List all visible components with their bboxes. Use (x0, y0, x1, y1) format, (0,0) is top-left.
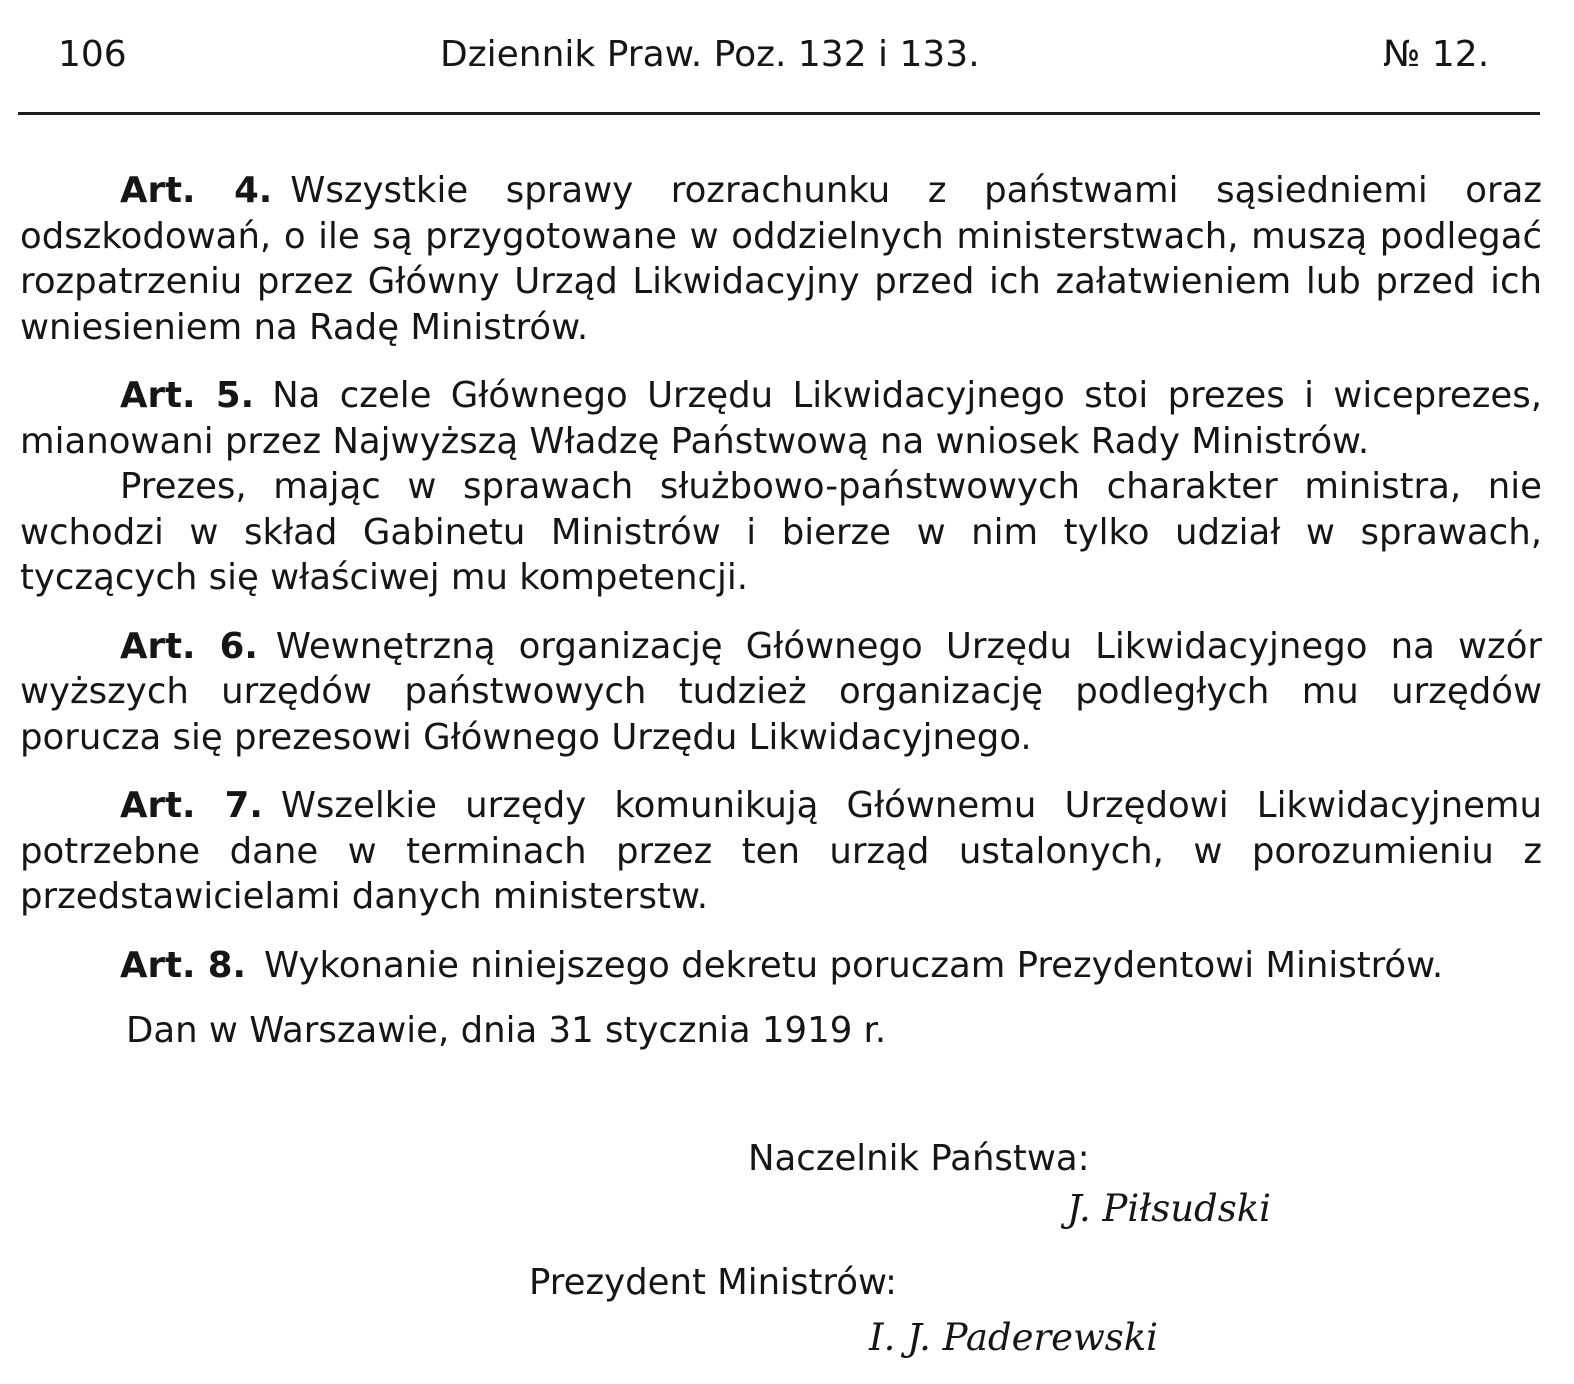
article-6 (20, 624, 1542, 761)
article-5 (20, 373, 1542, 601)
article-label: Art. 4. (120, 170, 273, 211)
article-text: Wykonanie niniejszego dekretu poruczam Prezydentowi Ministrów. (263, 944, 1444, 986)
article-label: Art. 7. (120, 785, 263, 826)
signature-prime-minister (529, 1260, 1158, 1360)
article-7 (20, 783, 1542, 920)
article-label: Art. 5. (120, 375, 255, 416)
article-text: Wewnętrzną organizację Głównego Urzędu Likwidacyjnego na wzór wyższych urzędów państwowych tudzież organizację podległych mu urzędów porucza się prezesowi Głównego Urzędu Likwidacyjnego. (20, 625, 1543, 758)
signature-name: I. J. Paderewski (869, 1316, 1158, 1359)
document-body (20, 168, 1542, 1054)
article-text: Na czele Głównego Urzędu Likwidacyjnego stoi prezes i wiceprezes, mianowani przez Najwyższą Władzę Państwową na wniosek Rady Ministrów. (20, 375, 1543, 462)
article-label: Art. 6. (120, 625, 258, 667)
article-8 (20, 943, 1542, 989)
signature-name: J. Piłsudski (1067, 1187, 1271, 1230)
journal-title: Dziennik Praw. Poz. 132 i 133. (440, 34, 980, 75)
signature-head-of-state (748, 1136, 1271, 1231)
issue-number: № 12. (1383, 34, 1490, 75)
article-paragraph (20, 373, 1542, 464)
header-rule (18, 112, 1540, 115)
page-number: 106 (58, 34, 127, 75)
article-label: Art. 8. (120, 944, 246, 986)
article-text: Wszelkie urzędy komunikują Głównemu Urzędowi Likwidacyjnemu potrzebne dane w terminach przez ten urząd ustalonych, w porozumieniu z przedstawicielami danych ministerstw. (20, 785, 1542, 917)
article-paragraph: Prezes, mając w sprawach służbowo-państwowych charakter ministra, nie wchodzi w skład Gabinetu Ministrów i bierze w nim tylko udział w sprawach, tyczących się właściwej mu kompetencji. (20, 466, 1542, 598)
signature-title: Prezydent Ministrów: (529, 1262, 898, 1303)
signature-title: Naczelnik Państwa: (748, 1138, 1090, 1179)
article-4 (20, 168, 1542, 350)
article-text: Wszystkie sprawy rozrachunku z państwami sąsiedniemi oraz odszkodowań, o ile są przygotowane w oddzielnych ministerstwach, muszą podlegać rozpatrzeniu przez Główny Urząd Likwidacyjny przed ich załatwieniem lub przed ich wniesieniem na Radę Ministrów. (20, 170, 1542, 348)
date-line: Dan w Warszawie, dnia 31 stycznia 1919 r. (126, 1010, 887, 1051)
page-header (0, 30, 1574, 80)
